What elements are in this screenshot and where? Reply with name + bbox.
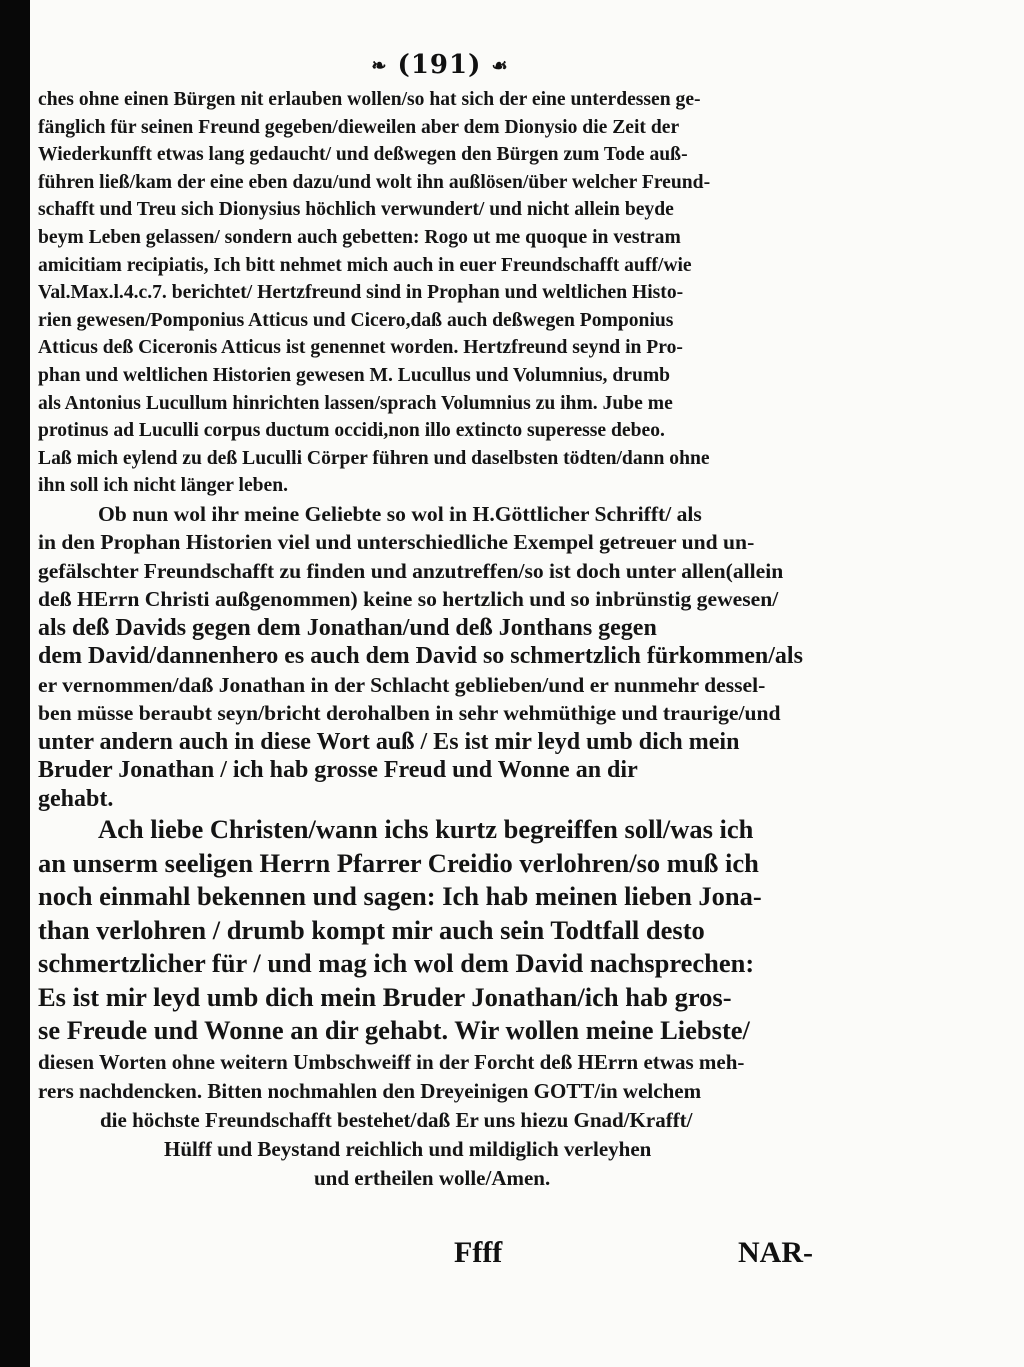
text-line: than verlohren / drumb kompt mir auch sein Todtfall desto [38, 914, 705, 945]
ornament-left-icon: ❧ [371, 55, 388, 77]
text-line: Laß mich eylend zu deß Luculli Cörper führen und daselbsten tödten/dann ohne [38, 447, 710, 469]
text-line: Hülff und Beystand reichlich und mildiglich verleyhen [164, 1136, 652, 1161]
paragraph-1 [38, 86, 838, 500]
text-line: rers nachdencken. Bitten nochmahlen den Dreyeinigen GOTT/in welchem [38, 1078, 702, 1103]
scan-border [0, 0, 30, 1367]
text-line: Ach liebe Christen/wann ichs kurtz begreiffen soll/was ich [98, 814, 754, 845]
body-text [38, 86, 838, 1193]
text-line: führen ließ/kam der eine eben dazu/und wolt ihn außlösen/über welcher Freund- [38, 171, 711, 193]
page-header [360, 50, 520, 80]
text-line: diesen Worten ohne weitern Umbschweiff in der Forcht deß HErrn etwas meh- [38, 1049, 745, 1074]
text-line: an unserm seeligen Herrn Pfarrer Creidio verlohren/so muß ich [38, 847, 759, 878]
text-line: Atticus deß Ciceronis Atticus ist genennet worden. Hertzfreund seynd in Pro- [38, 337, 683, 359]
text-line: gehabt. [38, 785, 114, 812]
text-line: deß HErrn Christi außgenommen) keine so hertzlich und so inbrünstig gewesen/ [38, 587, 779, 612]
text-line: ben müsse beraubt seyn/bricht derohalben in sehr wehmüthige und traurige/und [38, 701, 781, 726]
text-line: se Freude und Wonne an dir gehabt. Wir wollen meine Liebste/ [38, 1015, 750, 1046]
paragraph-3 [38, 813, 838, 1193]
text-line: phan und weltlichen Historien gewesen M. Lucullus und Volumnius, drumb [38, 364, 671, 386]
text-line: ches ohne einen Bürgen nit erlauben wollen/so hat sich der eine unterdessen ge- [38, 89, 701, 110]
catchword: NAR- [738, 1236, 813, 1269]
text-line: schafft und Treu sich Dionysius höchlich verwundert/ und nicht allein beyde [38, 199, 674, 221]
text-line: noch einmahl bekennen und sagen: Ich hab meinen lieben Jona- [38, 881, 762, 912]
ornament-right-icon: ☙ [491, 55, 509, 77]
text-line: dem David/dannenhero es auch dem David so schmertzlich fürkommen/als [38, 643, 803, 670]
text-line: amicitiam recipiatis, Ich bitt nehmet mich auch in euer Freundschafft auff/wie [38, 254, 692, 276]
text-line: fänglich für seinen Freund gegeben/dieweilen aber dem Dionysio die Zeit der [38, 116, 680, 138]
text-line: Bruder Jonathan / ich hab grosse Freud und Wonne an dir [38, 757, 638, 784]
text-line: und ertheilen wolle/Amen. [314, 1165, 551, 1190]
text-line: protinus ad Luculli corpus ductum occidi,non illo extincto superesse debeo. [38, 420, 665, 442]
text-line: rien gewesen/Pomponius Atticus und Cicero,daß auch deßwegen Pomponius [38, 309, 674, 331]
text-line: Ob nun wol ihr meine Geliebte so wol in H.Göttlicher Schrifft/ als [98, 501, 702, 526]
text-line: ihn soll ich nicht länger leben. [38, 475, 289, 497]
text-line: schmertzlicher für / und mag ich wol dem David nachsprechen: [38, 948, 755, 979]
text-line: Wiederkunfft etwas lang gedaucht/ und deßwegen den Bürgen zum Tode auß- [38, 144, 688, 166]
text-line: als deß Davids gegen dem Jonathan/und deß Jonthans gegen [38, 614, 657, 641]
text-line: gefälschter Freundschafft zu finden und anzutreffen/so ist doch unter allen(allein [38, 558, 784, 583]
paragraph-2 [38, 500, 838, 814]
text-line: Val.Max.l.4.c.7. berichtet/ Hertzfreund sind in Prophan und weltlichen Histo- [38, 282, 684, 304]
text-line: die höchste Freundschafft bestehet/daß Er uns hiezu Gnad/Krafft/ [100, 1107, 693, 1132]
page-number: (191) [397, 50, 482, 80]
text-line: unter andern auch in diese Wort auß / Es ist mir leyd umb dich mein [38, 728, 740, 755]
text-line: als Antonius Lucullum hinrichten lassen/sprach Volumnius zu ihm. Jube me [38, 392, 673, 414]
text-line: beym Leben gelassen/ sondern auch gebetten: Rogo ut me quoque in vestram [38, 226, 681, 248]
text-line: er vernommen/daß Jonathan in der Schlacht geblieben/und er nunmehr dessel- [38, 672, 766, 697]
signature-mark: Ffff [454, 1236, 503, 1269]
text-line: in den Prophan Historien viel und unterschiedliche Exempel getreuer und un- [38, 530, 755, 555]
text-line: Es ist mir leyd umb dich mein Bruder Jonathan/ich hab gros- [38, 981, 732, 1012]
